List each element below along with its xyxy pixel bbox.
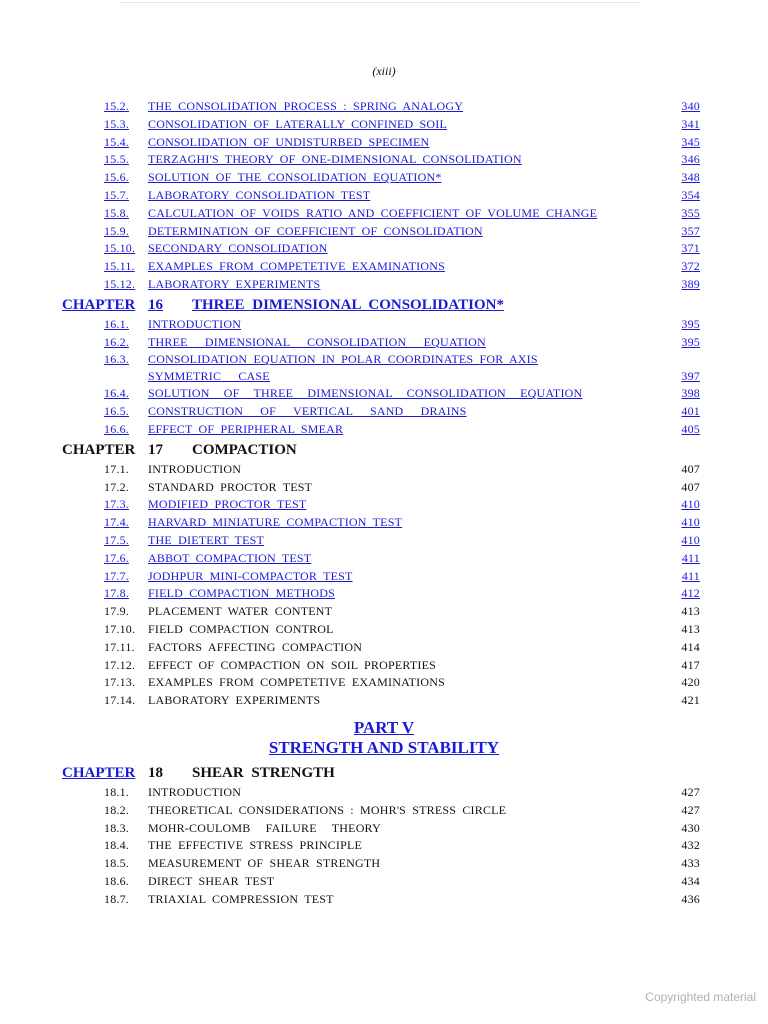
entry-title: DETERMINATION OF COEFFICIENT OF CONSOLIDATION [148, 223, 483, 238]
entry-title: CONSTRUCTION OF VERTICAL SAND DRAINS [148, 404, 467, 419]
part-heading [0, 710, 768, 762]
toc-entry-16-3[interactable] [0, 351, 768, 385]
entry-page: 436 [681, 891, 700, 906]
toc-entry-18-5 [0, 855, 768, 873]
entry-page: 407 [681, 461, 700, 476]
toc-entry-17-13 [0, 674, 768, 692]
toc-entry-18-4 [0, 837, 768, 855]
toc-entry-18-1 [0, 784, 768, 802]
entry-page: 410 [681, 532, 700, 547]
chapter-17-entries [0, 461, 768, 710]
entry-page: 355 [681, 205, 700, 220]
entry-title: EFFECT OF COMPACTION ON SOIL PROPERTIES [148, 657, 437, 672]
entry-number: 15.6. [104, 170, 129, 185]
entry-page: 427 [681, 784, 700, 799]
entry-title: INTRODUCTION [148, 316, 242, 331]
entry-title: HARVARD MINIATURE COMPACTION TEST [148, 515, 403, 530]
entry-number: 17.3. [104, 497, 129, 512]
entry-title: STANDARD PROCTOR TEST [148, 479, 313, 494]
toc-entry-17-4[interactable] [0, 514, 768, 532]
entry-page: 434 [681, 873, 700, 888]
entry-title: CALCULATION OF VOIDS RATIO AND COEFFICIENT OF VOLUME CHANGE [148, 205, 598, 220]
chapter-16-heading[interactable] [0, 294, 768, 316]
toc-entry-17-14 [0, 692, 768, 710]
entry-page: 348 [681, 170, 700, 185]
entry-number: 18.2. [104, 802, 129, 817]
entry-number: 15.5. [104, 152, 129, 167]
chapter-label: CHAPTER [62, 296, 136, 313]
toc-entry-15-8[interactable] [0, 205, 768, 223]
entry-title: MODIFIED PROCTOR TEST [148, 497, 307, 512]
entry-number: 17.4. [104, 515, 129, 530]
entry-number: 15.10. [104, 241, 136, 256]
entry-page: 395 [681, 316, 700, 331]
chapter-18-entries [0, 784, 768, 909]
entry-page: 420 [681, 675, 700, 690]
entry-page: 427 [681, 802, 700, 817]
chapter-18-heading[interactable] [0, 762, 768, 784]
entry-page: 433 [681, 856, 700, 871]
toc-entry-15-6[interactable] [0, 169, 768, 187]
entry-title: THEORETICAL CONSIDERATIONS : MOHR'S STRESS CIRCLE [148, 802, 507, 817]
entry-number: 17.7. [104, 568, 129, 583]
entry-number: 17.2. [104, 479, 129, 494]
entry-title-line-1: CONSOLIDATION EQUATION IN POLAR COORDINATES FOR AXIS [148, 352, 538, 367]
entry-page: 412 [681, 586, 700, 601]
entry-title: FIELD COMPACTION CONTROL [148, 621, 334, 636]
entry-number: 15.4. [104, 134, 129, 149]
entry-number: 16.4. [104, 386, 129, 401]
toc-entry-17-3[interactable] [0, 496, 768, 514]
toc-entry-17-1 [0, 461, 768, 479]
chapter-title: SHEAR STRENGTH [192, 764, 335, 781]
entry-number: 17.1. [104, 461, 129, 476]
entry-number: 18.1. [104, 784, 129, 799]
entry-number: 16.5. [104, 404, 129, 419]
entry-page: 414 [681, 639, 700, 654]
entry-title: TRIAXIAL COMPRESSION TEST [148, 891, 334, 906]
toc-entry-15-4[interactable] [0, 134, 768, 152]
part-title[interactable]: STRENGTH AND STABILITY [268, 737, 500, 757]
entry-title: CONSOLIDATION OF LATERALLY CONFINED SOIL [148, 116, 448, 131]
entry-number: 18.4. [104, 838, 129, 853]
entry-title: THREE DIMENSIONAL CONSOLIDATION EQUATION [148, 334, 486, 349]
entry-title: ABBOT COMPACTION TEST [148, 550, 312, 565]
entry-title: PLACEMENT WATER CONTENT [148, 604, 333, 619]
entry-title: JODHPUR MINI-COMPACTOR TEST [148, 568, 353, 583]
entry-page: 405 [681, 421, 700, 436]
toc-entry-17-6[interactable] [0, 550, 768, 568]
entry-page: 346 [681, 152, 700, 167]
table-of-contents [0, 98, 768, 908]
entry-title: LABORATORY EXPERIMENTS [148, 276, 321, 291]
entry-number: 16.1. [104, 316, 129, 331]
entry-title: EFFECT OF PERIPHERAL SMEAR [148, 421, 344, 436]
toc-entry-16-4[interactable] [0, 385, 768, 403]
entry-number: 15.12. [104, 276, 136, 291]
entry-number: 18.6. [104, 873, 129, 888]
entry-title: THE DIETERT TEST [148, 532, 265, 547]
toc-entry-17-8[interactable] [0, 585, 768, 603]
entry-page: 410 [681, 497, 700, 512]
entry-page: 397 [681, 369, 700, 384]
entry-title: MOHR-COULOMB FAILURE THEORY [148, 820, 381, 835]
entry-title: LABORATORY CONSOLIDATION TEST [148, 187, 371, 202]
entry-page: 389 [681, 276, 700, 291]
entry-number: 15.9. [104, 223, 129, 238]
entry-page: 401 [681, 404, 700, 419]
toc-entry-17-5[interactable] [0, 532, 768, 550]
entry-title-line-2: SYMMETRIC CASE [148, 369, 270, 384]
entry-title: FIELD COMPACTION METHODS [148, 586, 336, 601]
entry-title: EXAMPLES FROM COMPETETIVE EXAMINATIONS [148, 675, 445, 690]
chapter-15-entries [0, 98, 768, 294]
chapter-16-entries [0, 316, 768, 439]
entry-number: 17.8. [104, 586, 129, 601]
entry-title: THE EFFECTIVE STRESS PRINCIPLE [148, 838, 363, 853]
toc-entry-17-7[interactable] [0, 568, 768, 586]
entry-page: 357 [681, 223, 700, 238]
entry-title: MEASUREMENT OF SHEAR STRENGTH [148, 856, 381, 871]
entry-number: 17.10. [104, 621, 136, 636]
entry-number: 16.6. [104, 421, 129, 436]
chapter-title: COMPACTION [192, 441, 297, 458]
entry-title: EXAMPLES FROM COMPETETIVE EXAMINATIONS [148, 259, 445, 274]
entry-page: 413 [681, 604, 700, 619]
toc-entry-15-10[interactable] [0, 240, 768, 258]
toc-entry-16-6[interactable] [0, 421, 768, 439]
entry-title: CONSOLIDATION OF UNDISTURBED SPECIMEN [148, 134, 430, 149]
entry-number: 17.11. [104, 639, 135, 654]
entry-page: 395 [681, 334, 700, 349]
toc-entry-18-7 [0, 891, 768, 909]
entry-number: 16.2. [104, 334, 129, 349]
chapter-17-heading [0, 439, 768, 461]
entry-title [148, 351, 538, 385]
entry-number: 17.9. [104, 604, 129, 619]
toc-entry-15-3[interactable] [0, 116, 768, 134]
entry-page: 421 [681, 693, 700, 708]
entry-title: SECONDARY CONSOLIDATION [148, 241, 328, 256]
entry-page: 372 [681, 259, 700, 274]
toc-entry-17-9 [0, 603, 768, 621]
entry-page: 341 [681, 116, 700, 131]
entry-number: 15.11. [104, 259, 135, 274]
toc-entry-18-3 [0, 820, 768, 838]
toc-entry-16-2[interactable] [0, 334, 768, 352]
entry-page: 407 [681, 479, 700, 494]
toc-entry-15-9[interactable] [0, 223, 768, 241]
toc-entry-16-5[interactable] [0, 403, 768, 421]
entry-page: 430 [681, 820, 700, 835]
entry-page: 432 [681, 838, 700, 853]
toc-entry-15-2[interactable] [0, 98, 768, 116]
toc-entry-18-6 [0, 873, 768, 891]
entry-number: 18.5. [104, 856, 129, 871]
toc-entry-16-1[interactable] [0, 316, 768, 334]
entry-page: 371 [681, 241, 700, 256]
part-label[interactable]: PART V [353, 717, 415, 737]
entry-title: LABORATORY EXPERIMENTS [148, 693, 321, 708]
entry-page: 417 [681, 657, 700, 672]
chapter-number: 18 [148, 764, 163, 781]
chapter-label[interactable]: CHAPTER [62, 764, 136, 781]
chapter-title: THREE DIMENSIONAL CONSOLIDATION* [192, 296, 504, 313]
toc-entry-15-5[interactable] [0, 151, 768, 169]
entry-page: 410 [681, 515, 700, 530]
entry-page: 411 [681, 550, 700, 565]
entry-title: THE CONSOLIDATION PROCESS : SPRING ANALOGY [148, 99, 464, 113]
entry-page: 340 [681, 99, 700, 113]
entry-number: 16.3. [104, 352, 129, 367]
entry-title: INTRODUCTION [148, 784, 242, 799]
entry-page: 411 [681, 568, 700, 583]
entry-number: 17.5. [104, 532, 129, 547]
copyright-watermark: Copyrighted material [645, 990, 756, 1004]
entry-title: TERZAGHI'S THEORY OF ONE-DIMENSIONAL CONSOLIDATION [148, 152, 522, 167]
entry-title: FACTORS AFFECTING COMPACTION [148, 639, 363, 654]
entry-number: 17.13. [104, 675, 136, 690]
entry-title: SOLUTION OF THREE DIMENSIONAL CONSOLIDATION EQUATION [148, 386, 583, 401]
entry-page: 345 [681, 134, 700, 149]
entry-number: 15.7. [104, 187, 129, 202]
toc-entry-15-12[interactable] [0, 276, 768, 294]
page-number: (xiii) [372, 64, 396, 78]
entry-number: 15.8. [104, 205, 129, 220]
entry-page: 398 [681, 386, 700, 401]
chapter-number: 17 [148, 441, 163, 458]
entry-page: 354 [681, 187, 700, 202]
toc-entry-17-11 [0, 639, 768, 657]
chapter-label: CHAPTER [62, 441, 136, 458]
entry-number: 17.14. [104, 693, 136, 708]
entry-number: 17.6. [104, 550, 129, 565]
scan-edge-line [120, 2, 640, 3]
entry-title: SOLUTION OF THE CONSOLIDATION EQUATION* [148, 170, 442, 185]
entry-number: 17.12. [104, 657, 136, 672]
entry-number: 18.3. [104, 820, 129, 835]
toc-entry-18-2 [0, 802, 768, 820]
toc-entry-17-12 [0, 657, 768, 675]
entry-title: DIRECT SHEAR TEST [148, 873, 275, 888]
toc-entry-17-2 [0, 479, 768, 497]
entry-number: 15.3. [104, 116, 129, 131]
chapter-number: 16 [148, 296, 163, 313]
entry-number: 15.2. [104, 99, 129, 113]
entry-number: 18.7. [104, 891, 129, 906]
toc-entry-17-10 [0, 621, 768, 639]
entry-page: 413 [681, 621, 700, 636]
entry-title: INTRODUCTION [148, 461, 242, 476]
toc-entry-15-7[interactable] [0, 187, 768, 205]
toc-entry-15-11[interactable] [0, 258, 768, 276]
